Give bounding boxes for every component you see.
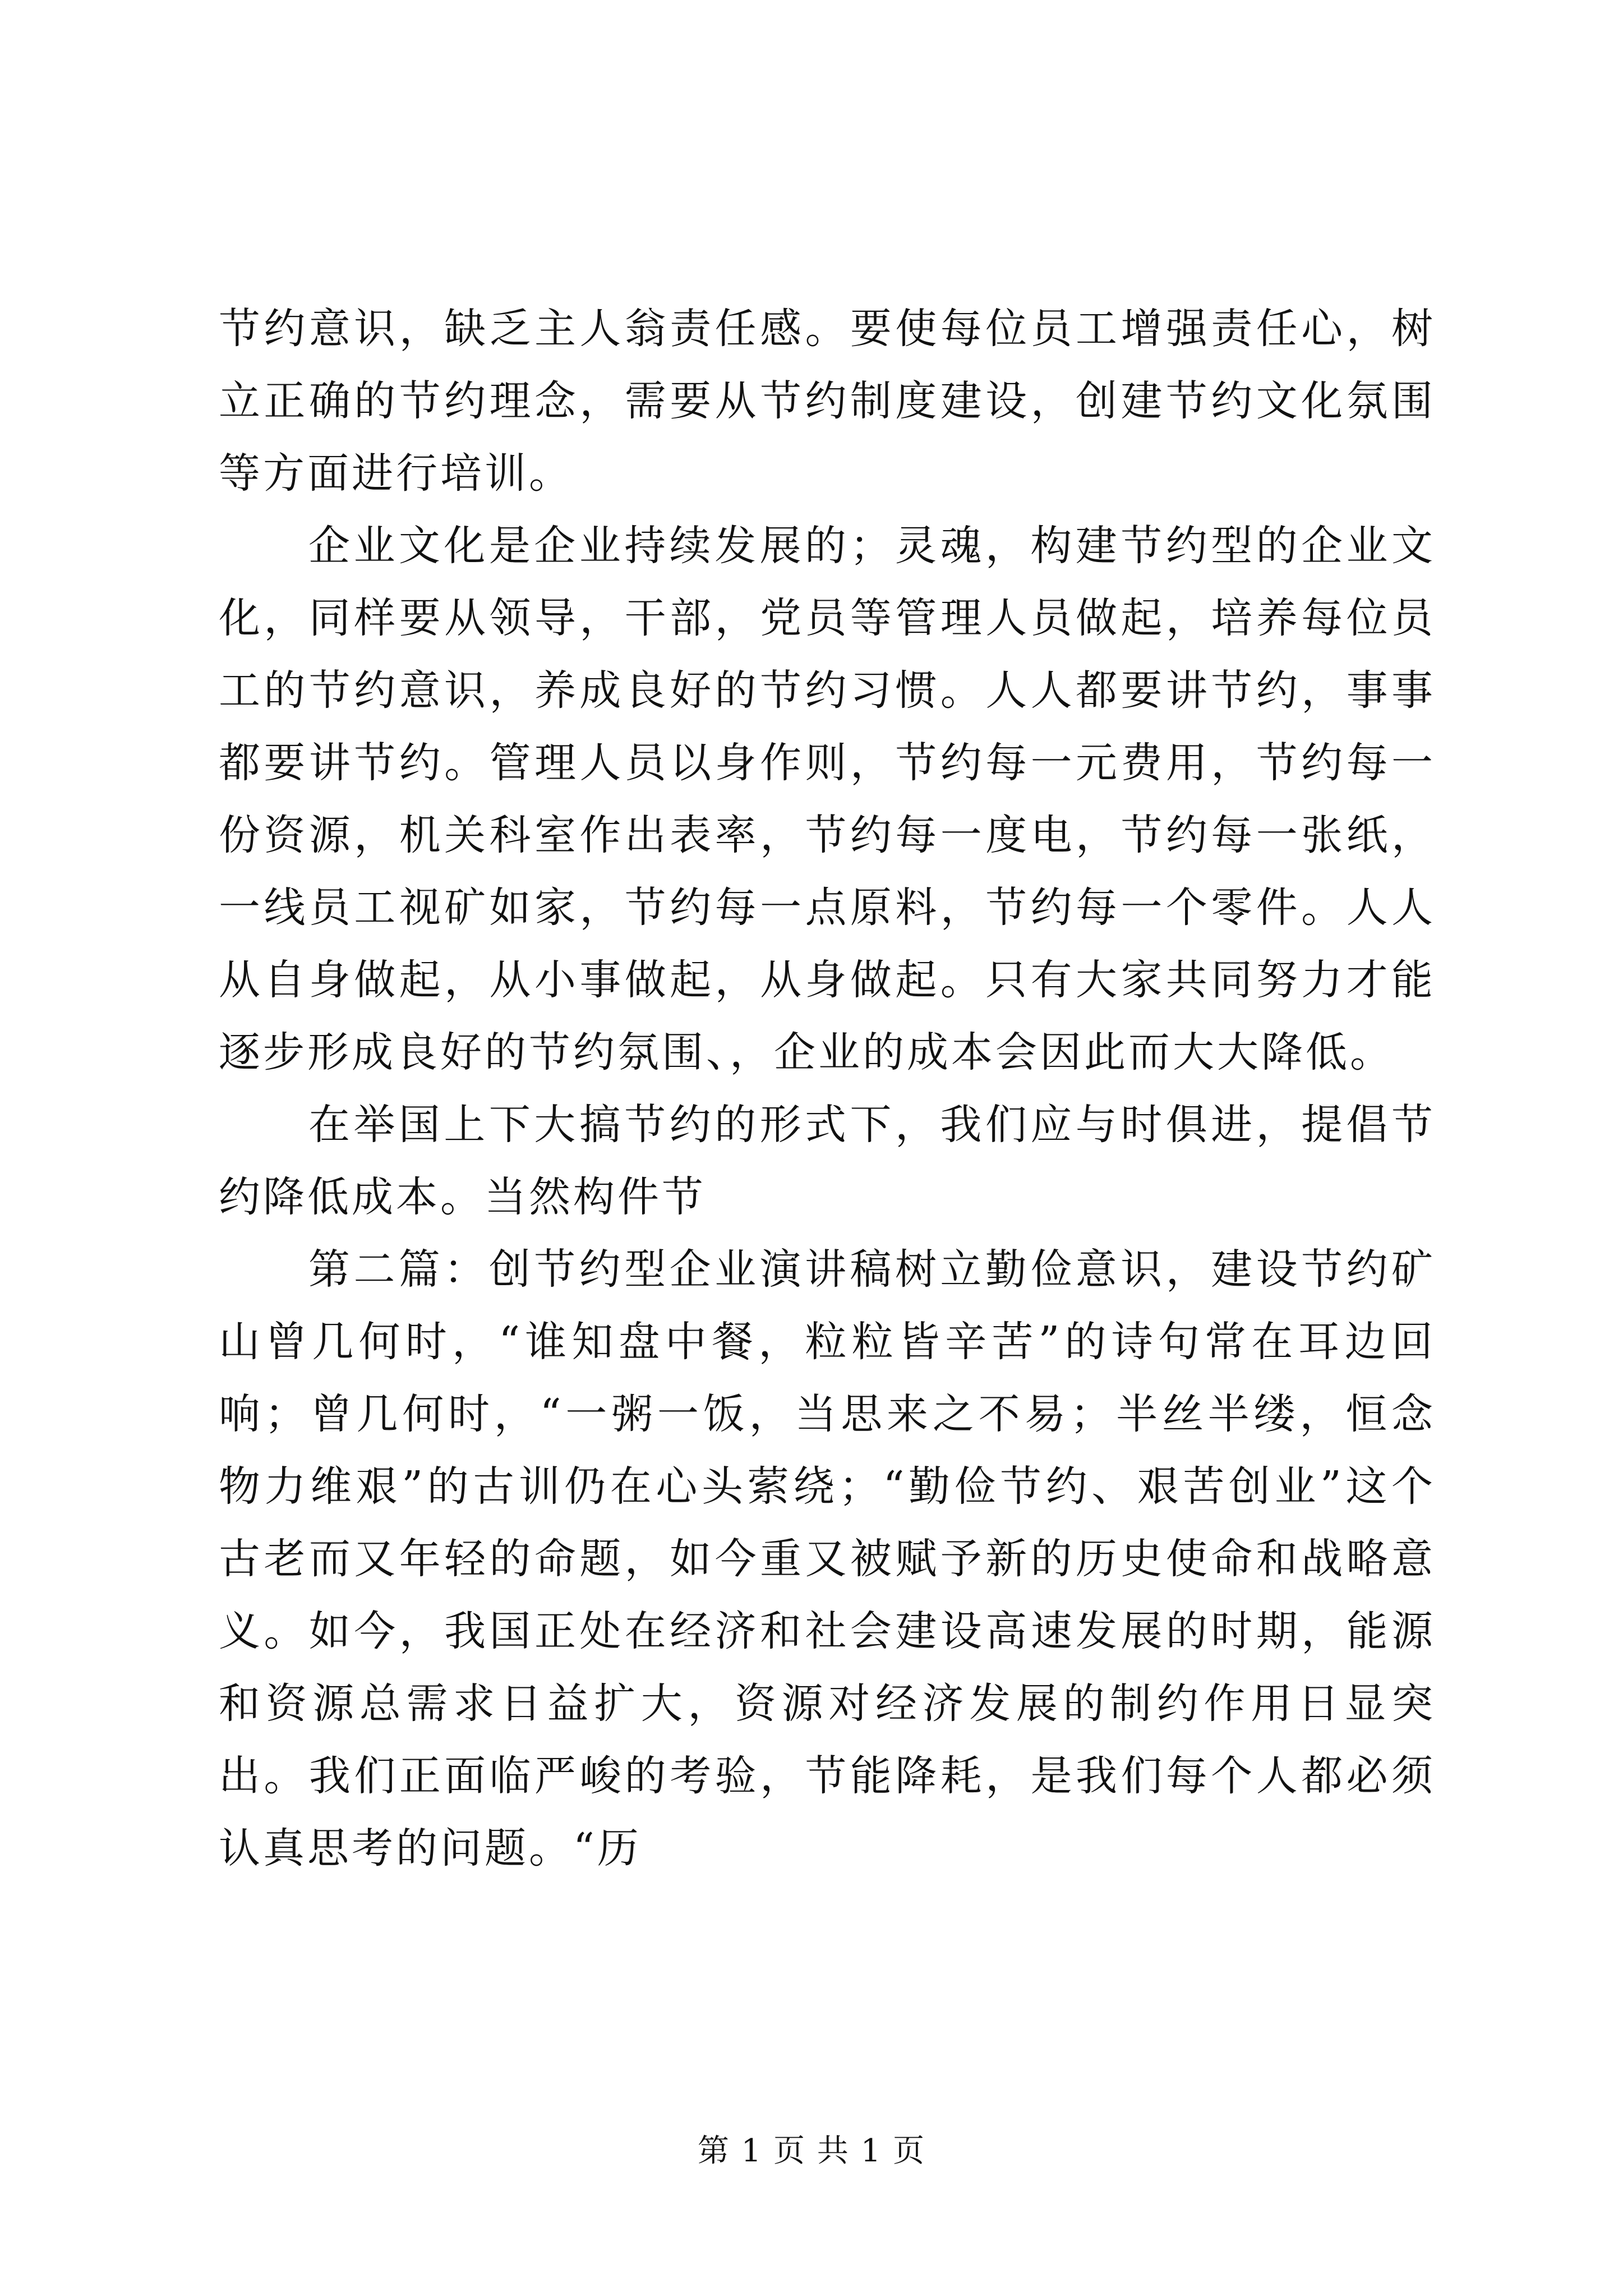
document-body xyxy=(219,293,1436,1885)
paragraph-4: 第二篇：创节约型企业演讲稿树立勤俭意识，建设节约矿山曾几何时，“谁知盘中餐，粒粒皆辛苦”的诗句常在耳边回响；曾几何时，“一粥一饭，当思来之不易；半丝半缕，恒念物力维艰”的古训仍在心头萦绕；“勤俭节约、艰苦创业”这个古老而又年轻的命题，如今重又被赋予新的历史使命和战略意义。如今，我国正处在经济和社会建设高速发展的时期，能源和资源总需求日益扩大，资源对经济发展的制约作用日显突出。我们正面临严峻的考验，节能降耗，是我们每个人都必须认真思考的问题。“历 xyxy=(219,1245,1436,1872)
page-number-footer: 第 1 页 共 1 页 xyxy=(697,2133,926,2169)
paragraph-3: 在举国上下大搞节约的形式下，我们应与时俱进，提倡节约降低成本。当然构件节 xyxy=(219,1101,1436,1221)
paragraph-1: 节约意识，缺乏主人翁责任感。要使每位员工增强责任心，树立正确的节约理念，需要从节约制度建设，创建节约文化氛围等方面进行培训。 xyxy=(219,305,1436,498)
paragraph-2: 企业文化是企业持续发展的；灵魂，构建节约型的企业文化，同样要从领导，干部，党员等管理人员做起，培养每位员工的节约意识，养成良好的节约习惯。人人都要讲节约，事事都要讲节约。管理人员以身作则，节约每一元费用，节约每一份资源，机关科室作出表率，节约每一度电，节约每一张纸，一线员工视矿如家，节约每一点原料，节约每一个零件。人人从自身做起，从小事做起，从身做起。只有大家共同努力才能逐步形成良好的节约氛围、，企业的成本会因此而大大降低。 xyxy=(219,522,1436,1076)
